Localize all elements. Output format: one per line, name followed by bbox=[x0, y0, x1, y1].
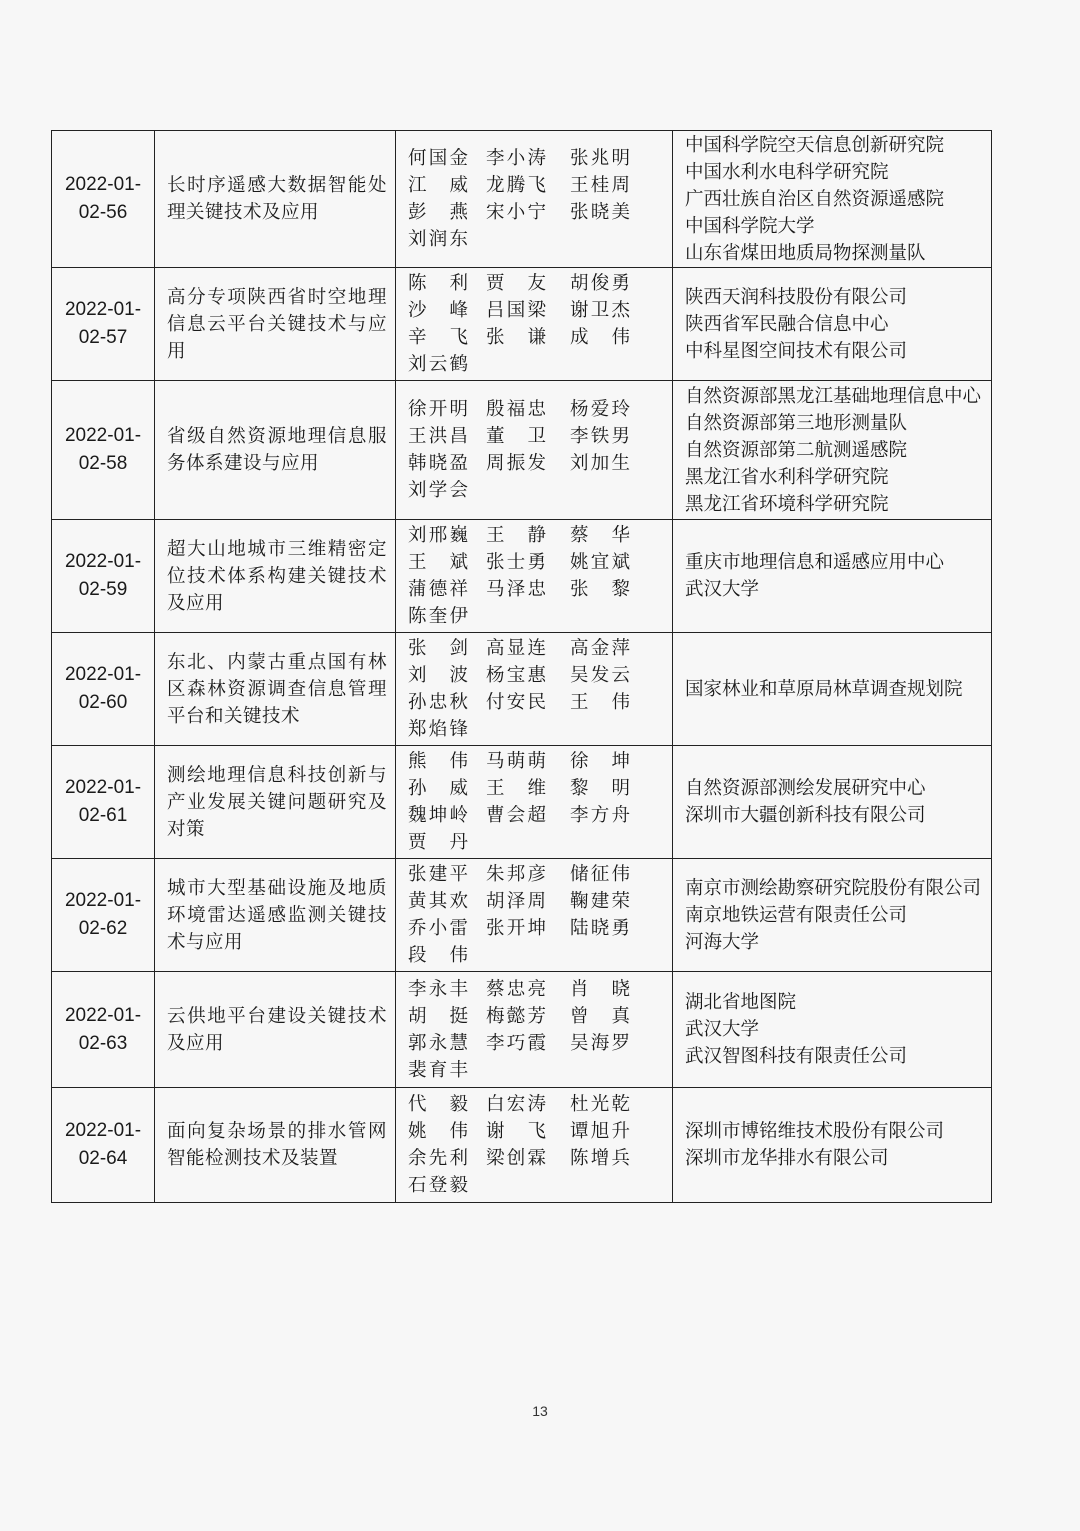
member-name: 李方舟 bbox=[570, 805, 630, 826]
member-name: 姚 伟 bbox=[408, 1121, 468, 1142]
member-name: 王 静 bbox=[486, 525, 546, 546]
member-name: 马泽忠 bbox=[486, 579, 546, 600]
project-id: 2022-01- 02-63 bbox=[52, 972, 155, 1088]
member-name: 白宏涛 bbox=[486, 1094, 546, 1115]
member-name: 张士勇 bbox=[486, 552, 546, 573]
organization-name: 深圳市博铭维技术股份有限公司 bbox=[685, 1121, 945, 1142]
organization-name: 重庆市地理信息和遥感应用中心 bbox=[685, 552, 945, 573]
member-name: 徐 坤 bbox=[570, 751, 630, 772]
page-number: 13 bbox=[532, 1403, 548, 1419]
project-title: 高分专项陕西省时空地理信息云平台关键技术与应用 bbox=[155, 268, 396, 381]
member-name: 姚宜斌 bbox=[570, 552, 630, 573]
member-name: 石登毅 bbox=[408, 1175, 468, 1196]
member-name: 沙 峰 bbox=[408, 300, 468, 321]
member-name: 魏坤岭 bbox=[408, 805, 468, 826]
project-id: 2022-01- 02-56 bbox=[52, 131, 155, 268]
member-name: 胡泽周 bbox=[486, 891, 546, 912]
member-name: 高金萍 bbox=[570, 638, 630, 659]
table-row bbox=[52, 633, 992, 746]
project-members bbox=[396, 1088, 673, 1203]
member-name: 代 毅 bbox=[408, 1094, 468, 1115]
table-row bbox=[52, 131, 992, 268]
member-name: 吴海罗 bbox=[570, 1032, 630, 1054]
organization-name: 武汉智图科技有限责任公司 bbox=[685, 1046, 908, 1067]
table-row bbox=[52, 746, 992, 859]
member-name: 江 威 bbox=[408, 175, 468, 196]
project-members bbox=[396, 520, 673, 633]
member-name: 王 维 bbox=[486, 778, 546, 799]
project-title: 城市大型基础设施及地质环境雷达遥感监测关键技术与应用 bbox=[155, 859, 396, 972]
award-table-body bbox=[52, 131, 992, 1203]
table-row bbox=[52, 972, 992, 1088]
organization-name: 南京地铁运营有限责任公司 bbox=[685, 904, 908, 926]
member-name: 张晓美 bbox=[570, 202, 630, 223]
project-id: 2022-01- 02-60 bbox=[52, 633, 155, 746]
project-organizations bbox=[673, 381, 992, 520]
member-name: 何国金 bbox=[408, 148, 468, 169]
member-name: 李巧霞 bbox=[486, 1032, 546, 1054]
member-name: 贾 友 bbox=[486, 273, 546, 294]
member-name: 王 斌 bbox=[408, 552, 468, 573]
organization-name: 黑龙江省环境科学研究院 bbox=[685, 493, 889, 515]
project-organizations bbox=[673, 633, 992, 746]
member-name: 张 剑 bbox=[408, 638, 468, 659]
member-name: 陈增兵 bbox=[570, 1148, 630, 1169]
project-title: 长时序遥感大数据智能处理关键技术及应用 bbox=[155, 131, 396, 268]
member-name: 吕国梁 bbox=[486, 300, 546, 321]
member-name: 谢 飞 bbox=[486, 1121, 546, 1142]
project-members bbox=[396, 746, 673, 859]
table-row bbox=[52, 520, 992, 633]
member-name: 张开坤 bbox=[486, 918, 546, 939]
project-organizations bbox=[673, 1088, 992, 1203]
member-name: 张建平 bbox=[408, 864, 468, 885]
member-name: 辛 飞 bbox=[408, 327, 468, 348]
organization-name: 武汉大学 bbox=[685, 1019, 760, 1040]
member-name: 蒲德祥 bbox=[408, 579, 468, 600]
member-name: 陈奎伊 bbox=[408, 606, 468, 627]
project-members bbox=[396, 268, 673, 381]
member-name: 郭永慧 bbox=[408, 1032, 468, 1054]
member-name: 贾 丹 bbox=[408, 832, 468, 853]
member-name: 蔡 华 bbox=[570, 525, 630, 546]
project-id: 2022-01- 02-64 bbox=[52, 1088, 155, 1203]
member-name: 李永丰 bbox=[408, 978, 468, 1000]
project-members bbox=[396, 972, 673, 1088]
project-members bbox=[396, 859, 673, 972]
member-name: 储征伟 bbox=[570, 864, 630, 885]
member-name: 刘润东 bbox=[408, 229, 468, 250]
organization-name: 中科星图空间技术有限公司 bbox=[685, 340, 908, 362]
project-organizations bbox=[673, 520, 992, 633]
member-name: 刘学会 bbox=[408, 480, 468, 501]
organization-name: 深圳市龙华排水有限公司 bbox=[685, 1148, 889, 1169]
organization-name: 自然资源部测绘发展研究中心 bbox=[685, 778, 926, 799]
project-members bbox=[396, 633, 673, 746]
organization-name: 河海大学 bbox=[685, 931, 760, 953]
member-name: 黎 明 bbox=[570, 778, 630, 799]
organization-name: 中国水利水电科学研究院 bbox=[685, 161, 889, 183]
member-name: 陆晓勇 bbox=[570, 918, 630, 939]
organization-name: 自然资源部第二航测遥感院 bbox=[685, 439, 908, 461]
member-name: 龙腾飞 bbox=[486, 175, 546, 196]
project-title: 测绘地理信息科技创新与产业发展关键问题研究及对策 bbox=[155, 746, 396, 859]
organization-name: 山东省煤田地质局物探测量队 bbox=[685, 242, 926, 264]
project-title: 面向复杂场景的排水管网智能检测技术及装置 bbox=[155, 1088, 396, 1203]
organization-name: 自然资源部黑龙江基础地理信息中心 bbox=[685, 385, 982, 407]
member-name: 孙 威 bbox=[408, 778, 468, 799]
member-name: 刘 波 bbox=[408, 665, 468, 686]
project-id: 2022-01- 02-58 bbox=[52, 381, 155, 520]
member-name: 王桂周 bbox=[570, 175, 630, 196]
table-row bbox=[52, 859, 992, 972]
member-name: 马萌萌 bbox=[486, 751, 546, 772]
member-name: 刘邢巍 bbox=[408, 525, 468, 546]
project-title: 省级自然资源地理信息服务体系建设与应用 bbox=[155, 381, 396, 520]
member-name: 张兆明 bbox=[570, 148, 630, 169]
member-name: 朱邦彦 bbox=[486, 864, 546, 885]
member-name: 李小涛 bbox=[486, 148, 546, 169]
member-name: 肖 晓 bbox=[570, 978, 630, 1000]
project-id: 2022-01- 02-61 bbox=[52, 746, 155, 859]
member-name: 陈 利 bbox=[408, 273, 468, 294]
member-name: 王 伟 bbox=[570, 692, 630, 713]
member-name: 谢卫杰 bbox=[570, 300, 630, 321]
member-name: 王洪昌 bbox=[408, 426, 468, 447]
award-table bbox=[51, 130, 992, 1203]
member-name: 高显连 bbox=[486, 638, 546, 659]
project-members bbox=[396, 381, 673, 520]
member-name: 刘云鹤 bbox=[408, 354, 468, 375]
member-name: 杜光乾 bbox=[570, 1094, 630, 1115]
project-title: 超大山地城市三维精密定位技术体系构建关键技术及应用 bbox=[155, 520, 396, 633]
member-name: 周振发 bbox=[486, 453, 546, 474]
member-name: 张 黎 bbox=[570, 579, 630, 600]
project-organizations bbox=[673, 131, 992, 268]
member-name: 熊 伟 bbox=[408, 751, 468, 772]
member-name: 梅懿芳 bbox=[486, 1005, 546, 1027]
member-name: 韩晓盈 bbox=[408, 453, 468, 474]
project-title: 东北、内蒙古重点国有林区森林资源调查信息管理平台和关键技术 bbox=[155, 633, 396, 746]
member-name: 吴发云 bbox=[570, 665, 630, 686]
member-name: 彭 燕 bbox=[408, 202, 468, 223]
project-organizations bbox=[673, 859, 992, 972]
project-id: 2022-01- 02-59 bbox=[52, 520, 155, 633]
organization-name: 南京市测绘勘察研究院股份有限公司 bbox=[685, 877, 982, 899]
member-name: 谭旭升 bbox=[570, 1121, 630, 1142]
member-name: 孙忠秋 bbox=[408, 692, 468, 713]
member-name: 鞠建荣 bbox=[570, 891, 630, 912]
organization-name: 武汉大学 bbox=[685, 579, 760, 600]
table-row bbox=[52, 268, 992, 381]
member-name: 段 伟 bbox=[408, 945, 468, 966]
member-name: 杨宝惠 bbox=[486, 665, 546, 686]
member-name: 杨爱玲 bbox=[570, 399, 630, 420]
member-name: 乔小雷 bbox=[408, 918, 468, 939]
member-name: 徐开明 bbox=[408, 399, 468, 420]
organization-name: 湖北省地图院 bbox=[685, 992, 797, 1013]
member-name: 胡 挺 bbox=[408, 1005, 468, 1027]
organization-name: 陕西省军民融合信息中心 bbox=[685, 313, 889, 335]
organization-name: 中国科学院空天信息创新研究院 bbox=[685, 134, 945, 156]
member-name: 梁创霖 bbox=[486, 1148, 546, 1169]
member-name: 裴育丰 bbox=[408, 1059, 468, 1081]
member-name: 付安民 bbox=[486, 692, 546, 713]
member-name: 郑焰锋 bbox=[408, 719, 468, 740]
member-name: 董 卫 bbox=[486, 426, 546, 447]
project-members bbox=[396, 131, 673, 268]
organization-name: 自然资源部第三地形测量队 bbox=[685, 412, 908, 434]
table-row bbox=[52, 381, 992, 520]
member-name: 成 伟 bbox=[570, 327, 630, 348]
member-name: 胡俊勇 bbox=[570, 273, 630, 294]
project-id: 2022-01- 02-57 bbox=[52, 268, 155, 381]
organization-name: 国家林业和草原局林草调查规划院 bbox=[685, 678, 963, 700]
project-id: 2022-01- 02-62 bbox=[52, 859, 155, 972]
project-title: 云供地平台建设关键技术及应用 bbox=[155, 972, 396, 1088]
member-name: 李铁男 bbox=[570, 426, 630, 447]
member-name: 宋小宁 bbox=[486, 202, 546, 223]
organization-name: 黑龙江省水利科学研究院 bbox=[685, 466, 889, 488]
project-organizations bbox=[673, 268, 992, 381]
member-name: 蔡忠亮 bbox=[486, 978, 546, 1000]
member-name: 曾 真 bbox=[570, 1005, 630, 1027]
member-name: 黄其欢 bbox=[408, 891, 468, 912]
member-name: 殷福忠 bbox=[486, 399, 546, 420]
organization-name: 中国科学院大学 bbox=[685, 215, 815, 237]
organization-name: 广西壮族自治区自然资源遥感院 bbox=[685, 188, 945, 210]
organization-name: 深圳市大疆创新科技有限公司 bbox=[685, 805, 926, 826]
organization-name: 陕西天润科技股份有限公司 bbox=[685, 286, 908, 308]
member-name: 余先利 bbox=[408, 1148, 468, 1169]
member-name: 曹会超 bbox=[486, 805, 546, 826]
member-name: 刘加生 bbox=[570, 453, 630, 474]
project-organizations bbox=[673, 746, 992, 859]
project-organizations bbox=[673, 972, 992, 1088]
member-name: 张 谦 bbox=[486, 327, 546, 348]
table-row bbox=[52, 1088, 992, 1203]
